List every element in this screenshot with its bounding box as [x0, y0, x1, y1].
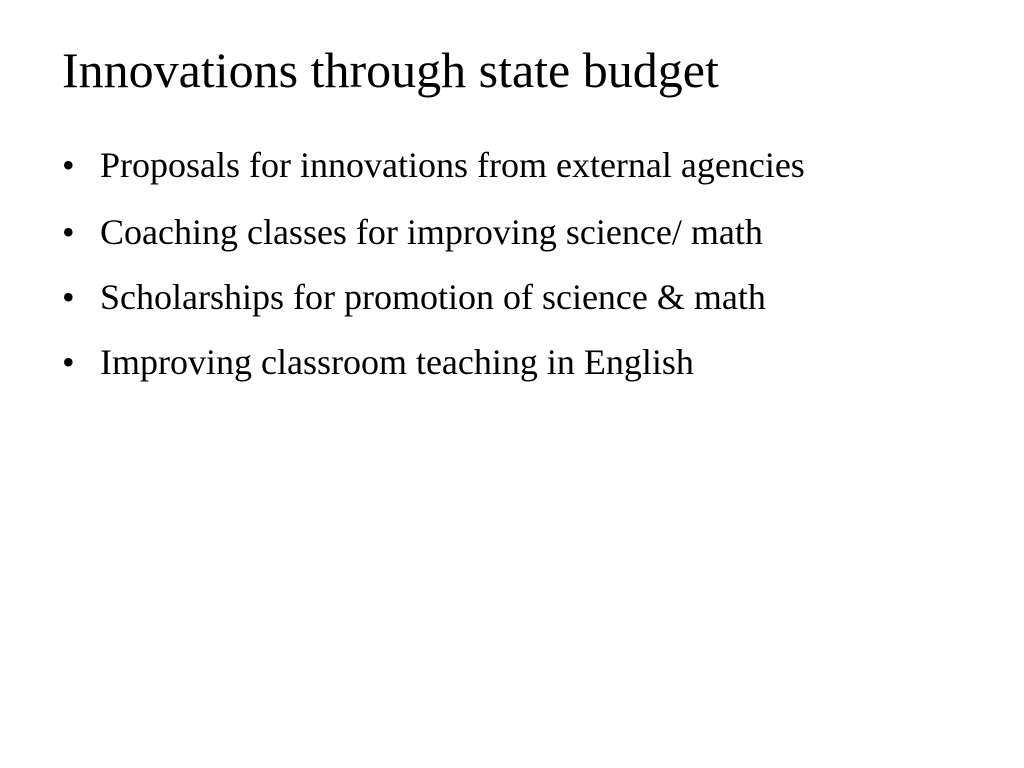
- slide-title: Innovations through state budget: [62, 42, 719, 98]
- bullet-text: Coaching classes for improving science/ math: [100, 211, 763, 252]
- bullet-item-scholarships: [62, 270, 962, 324]
- bullet-text: Proposals for innovations from external agencies: [100, 145, 805, 185]
- bullet-icon: •: [62, 145, 75, 185]
- bullet-icon: •: [62, 341, 75, 382]
- bullet-item-coaching: [62, 205, 962, 259]
- bullet-item-english-teaching: [62, 335, 962, 389]
- bullet-item-proposals: [62, 138, 962, 194]
- bullet-text: Scholarships for promotion of science & math: [100, 276, 766, 317]
- bullet-icon: •: [62, 276, 75, 317]
- bullet-icon: •: [62, 211, 75, 252]
- bullet-text: Improving classroom teaching in English: [100, 341, 694, 382]
- bullet-list: [62, 138, 962, 400]
